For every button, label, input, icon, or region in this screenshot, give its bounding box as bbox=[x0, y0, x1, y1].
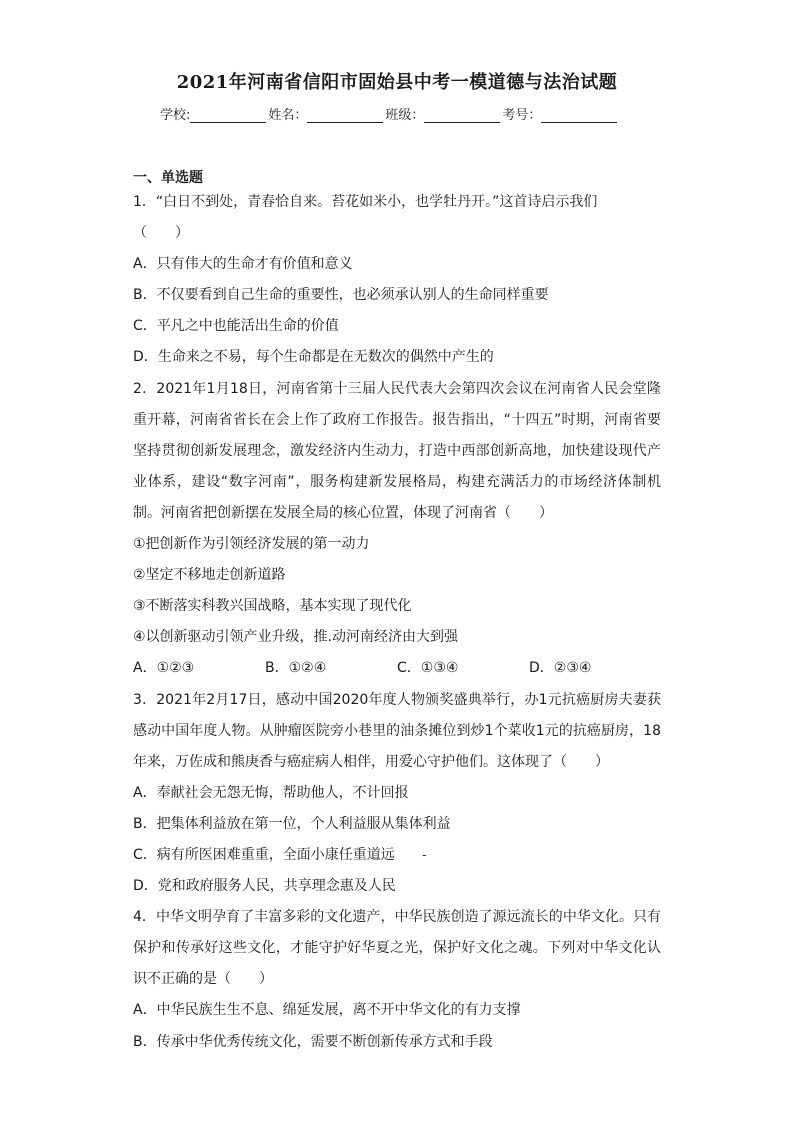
q1-option-c: C．平凡之中也能活出生命的价值 bbox=[133, 318, 339, 335]
q4-option-a: A．中华民族生生不息、绵延发展，离不开中华文化的有力支撑 bbox=[133, 1002, 521, 1019]
name-blank bbox=[307, 108, 383, 123]
q3-option-d: D．党和政府服务人民，共享理念惠及人民 bbox=[133, 878, 396, 895]
q3-option-c: C．病有所医困难重重，全面小康任重道远 bbox=[133, 846, 395, 863]
student-info-row bbox=[160, 104, 619, 123]
name-field bbox=[268, 104, 385, 123]
class-field bbox=[385, 104, 502, 123]
q1-option-d: D．生命来之不易，每个生命都是在无数次的偶然中产生的 bbox=[133, 349, 494, 366]
q2-option-c: C．①③④ bbox=[397, 660, 459, 677]
class-blank bbox=[424, 108, 500, 123]
name-label: 姓名： bbox=[268, 108, 308, 123]
q3-stem: 3．2021年2月17日，感动中国2020年度人物颁奖盛典举行，办1元抗癌厨房夫妻获感动中国年度人物。从肿瘤医院旁小巷里的油条摊位到炒1个菜收1元的抗癌厨房，18年来，万佐成和熊庚香与癌症病人相伴，用爱心守护他们。这体现了（ ） bbox=[133, 691, 661, 770]
section-title: 一、单选题 bbox=[133, 170, 203, 186]
q1-bracket: （ ） bbox=[133, 225, 189, 242]
q2-statement-1: ①把创新作为引领经济发展的第一动力 bbox=[133, 536, 370, 553]
q2-statement-3: ③不断落实科教兴国战略，基本实现了现代化 bbox=[133, 598, 412, 615]
q1-option-b: B．不仅要看到自己生命的重要性，也必须承认别人的生命同样重要 bbox=[133, 287, 549, 304]
q3-option-b: B．把集体利益放在第一位，个人利益服从集体利益 bbox=[133, 815, 451, 832]
school-field bbox=[160, 104, 268, 123]
exam-number-label: 考号： bbox=[502, 108, 542, 123]
school-blank bbox=[190, 108, 266, 123]
q2-option-d: D．②③④ bbox=[529, 660, 592, 677]
q4-stem: 4．中华文明孕育了丰富多彩的文化遗产，中华民族创造了源远流长的中华文化。只有保护和传承好这些文化，才能守护好华夏之光，保护好文化之魂。下列对中华文化认识不正确的是（ ） bbox=[133, 909, 661, 988]
q1-option-a: A．只有伟大的生命才有价值和意义 bbox=[133, 256, 353, 273]
exam-title: 2021年河南省信阳市固始县中考一模道德与法治试题 bbox=[176, 72, 618, 93]
questions-body bbox=[133, 187, 661, 1058]
q2-option-a: A．①②③ bbox=[133, 660, 195, 677]
q2-stem: 2．2021年1月18日，河南省第十三届人民代表大会第四次会议在河南省人民会堂隆重开幕，河南省省长在会上作了政府工作报告。报告指出，“十四五”时期，河南省要坚持贯彻创新发展理念，激发经济内生动力，打造中西部创新高地，加快建设现代产业体系，建设“数字河南”，服务构建新发展格局，构建充满活力的市场经济体制机制。河南省把创新摆在发展全局的核心位置，体现了河南省（ ） bbox=[133, 380, 661, 521]
q2-statement-2: ②坚定不移地走创新道路 bbox=[133, 567, 286, 584]
exam-number-blank bbox=[541, 108, 617, 123]
q3-option-a: A．奉献社会无怨无悔，帮助他人，不计回报 bbox=[133, 784, 409, 801]
class-label: 班级： bbox=[385, 108, 425, 123]
q2-options bbox=[133, 653, 661, 684]
q4-option-b: B．传承中华优秀传统文化，需要不断创新传承方式和手段 bbox=[133, 1033, 493, 1050]
q1-stem: 1．“白日不到处，青春恰自来。苔花如米小，也学牡丹开。”这首诗启示我们 bbox=[133, 194, 598, 210]
q2-statement-4: ④以创新驱动引领产业升级，推.动河南经济由大到强 bbox=[133, 629, 458, 646]
q2-option-b: B．①②④ bbox=[265, 660, 327, 677]
stray-dash-mark: - bbox=[422, 848, 427, 862]
school-label: 学校: bbox=[160, 108, 191, 123]
exam-number-field bbox=[502, 104, 619, 123]
